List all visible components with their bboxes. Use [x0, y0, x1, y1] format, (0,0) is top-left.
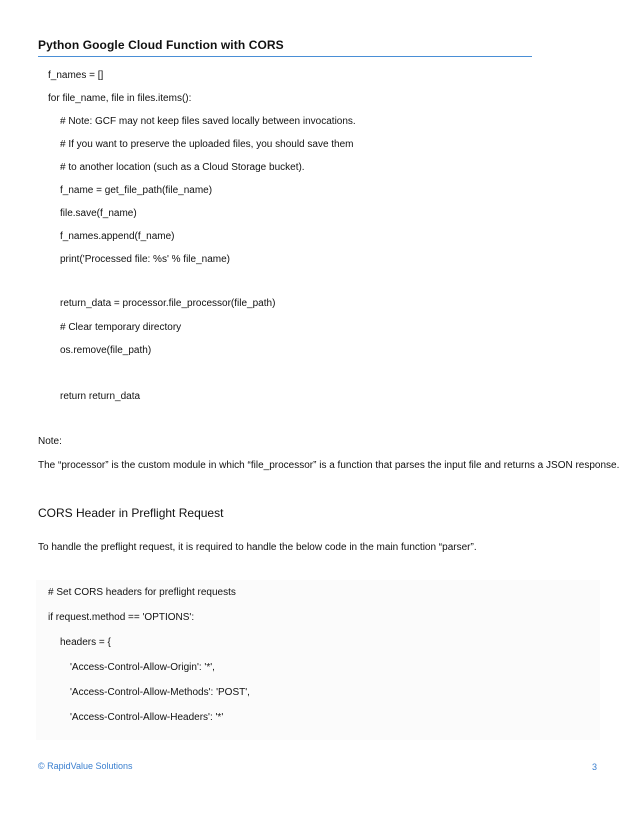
code-line: 'Access-Control-Allow-Origin': '*',	[70, 662, 215, 673]
code-line: # to another location (such as a Cloud Storage bucket).	[60, 162, 305, 173]
code-line: return_data = processor.file_processor(file_path)	[60, 298, 276, 309]
section-heading: CORS Header in Preflight Request	[38, 506, 224, 520]
code-line: return return_data	[60, 391, 141, 402]
code-line: # If you want to preserve the uploaded files, you should save them	[60, 139, 354, 150]
code-line: headers = {	[60, 637, 111, 648]
title-divider	[38, 56, 532, 57]
page-number: 3	[592, 762, 598, 772]
note-label: Note:	[38, 436, 62, 447]
code-line: 'Access-Control-Allow-Methods': 'POST',	[70, 687, 250, 698]
code-line: file.save(f_name)	[60, 208, 137, 219]
code-line: for file_name, file in files.items():	[48, 93, 192, 104]
code-line: f_names.append(f_name)	[60, 231, 175, 242]
note-text: The “processor” is the custom module in which “file_processor” is a function that parses the input file and returns a JSON response.	[38, 460, 620, 471]
code-line: # Set CORS headers for preflight requests	[48, 587, 236, 598]
code-line: if request.method == 'OPTIONS':	[48, 612, 195, 623]
section-intro: To handle the preflight request, it is required to handle the below code in the main function “parser”.	[38, 542, 477, 553]
page-title: Python Google Cloud Function with CORS	[38, 38, 284, 52]
code-line: print('Processed file: %s' % file_name)	[60, 254, 230, 265]
code-line: f_name = get_file_path(file_name)	[60, 185, 213, 196]
code-line: os.remove(file_path)	[60, 345, 152, 356]
code-line: # Note: GCF may not keep files saved locally between invocations.	[60, 116, 356, 127]
code-line: # Clear temporary directory	[60, 322, 182, 333]
code-line: 'Access-Control-Allow-Headers': '*'	[70, 712, 224, 723]
code-line: f_names = []	[48, 70, 104, 81]
footer-company: © RapidValue Solutions	[38, 761, 133, 771]
